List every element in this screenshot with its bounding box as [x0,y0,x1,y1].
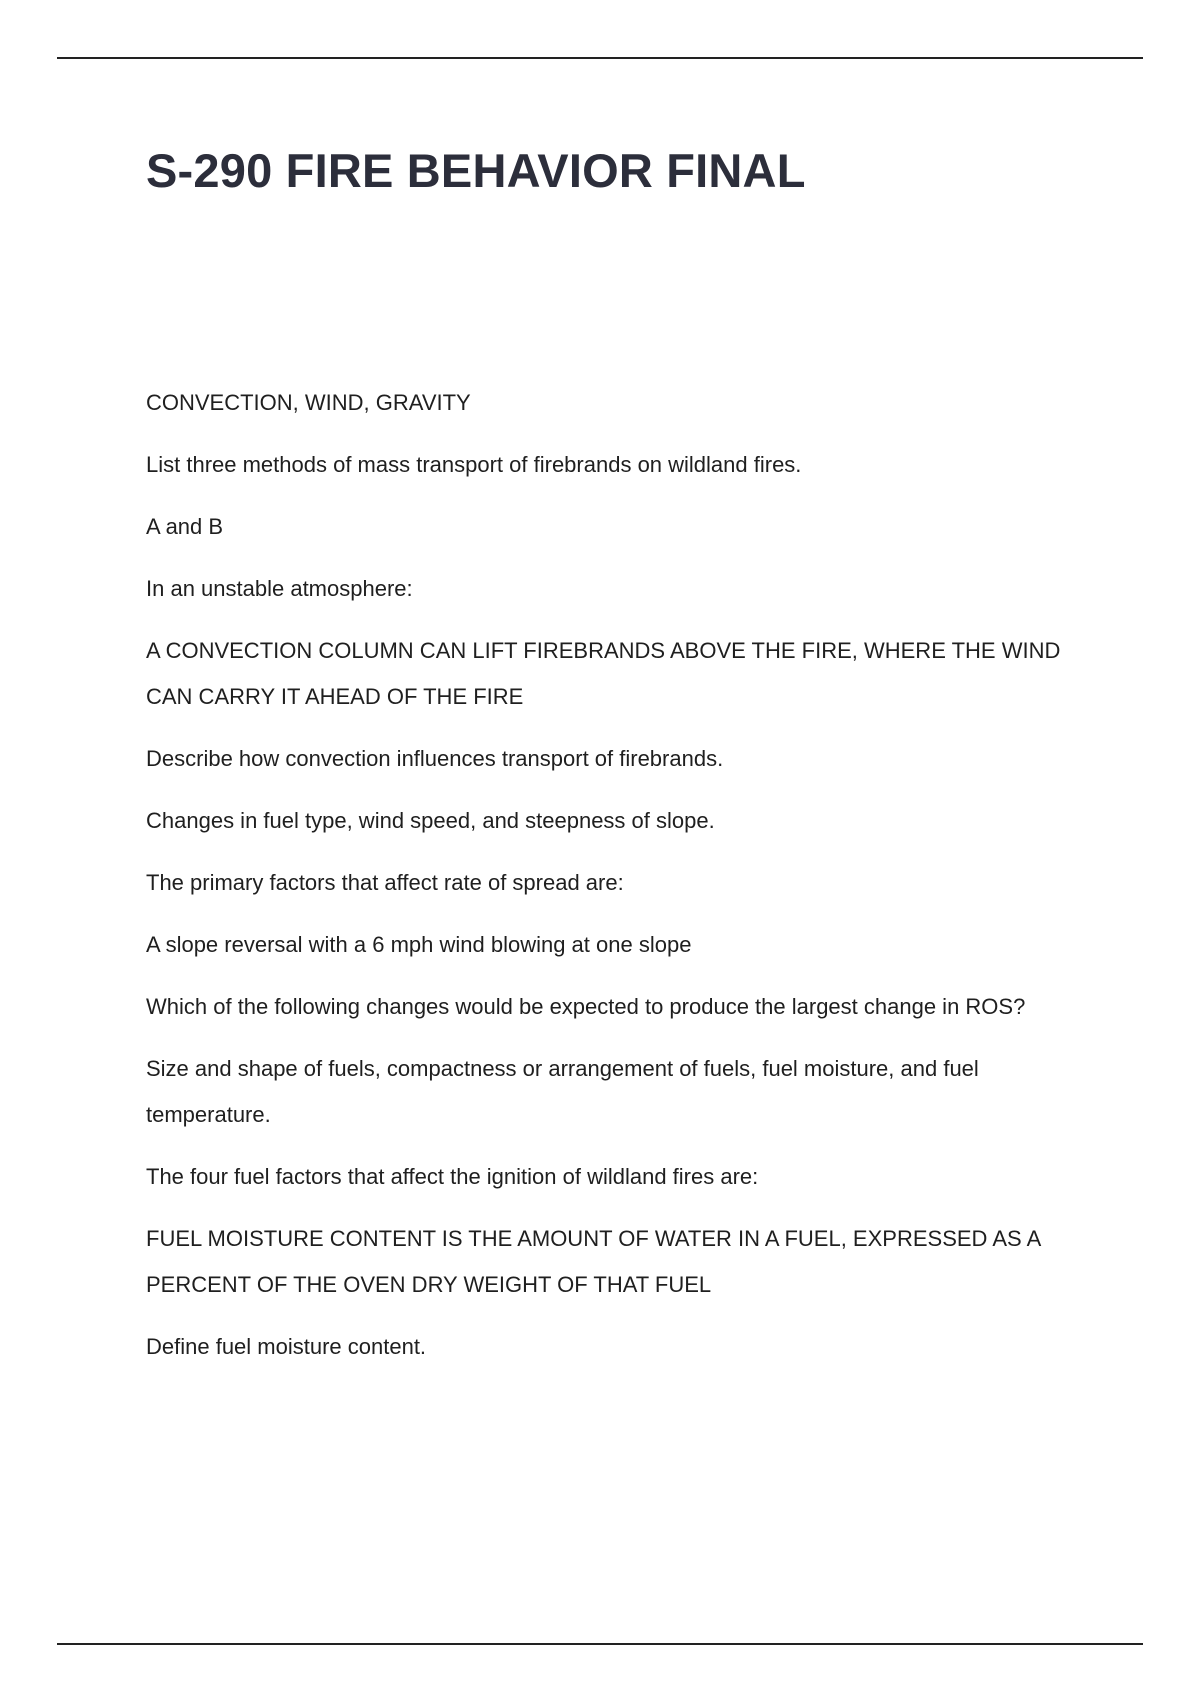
answer-text: A CONVECTION COLUMN CAN LIFT FIREBRANDS ABOVE THE FIRE, WHERE THE WIND CAN CARRY IT AHEAD OF THE FIRE [146,638,1061,709]
question-text: Describe how convection influences transport of firebrands. [146,746,724,771]
qa-list [146,380,1106,1386]
answer-text: A slope reversal with a 6 mph wind blowing at one slope [146,932,692,957]
question-text: Define fuel moisture content. [146,1334,427,1359]
question-text: The four fuel factors that affect the ignition of wildland fires are: [146,1164,759,1189]
answer-text: Changes in fuel type, wind speed, and steepness of slope. [146,808,715,833]
question-text: The primary factors that affect rate of spread are: [146,870,624,895]
answer-text: FUEL MOISTURE CONTENT IS THE AMOUNT OF WATER IN A FUEL, EXPRESSED AS A PERCENT OF THE OVEN DRY WEIGHT OF THAT FUEL [146,1226,1041,1297]
answer-text: CONVECTION, WIND, GRAVITY [146,390,471,415]
top-divider [57,57,1143,59]
question-text: Which of the following changes would be expected to produce the largest change in ROS? [146,994,1026,1019]
question-text: In an unstable atmosphere: [146,576,413,601]
answer-text: A and B [146,514,224,539]
answer-text: Size and shape of fuels, compactness or arrangement of fuels, fuel moisture, and fuel temperature. [146,1056,979,1127]
page-title: S-290 FIRE BEHAVIOR FINAL [146,144,806,197]
bottom-divider [57,1643,1143,1645]
question-text: List three methods of mass transport of firebrands on wildland fires. [146,452,802,477]
